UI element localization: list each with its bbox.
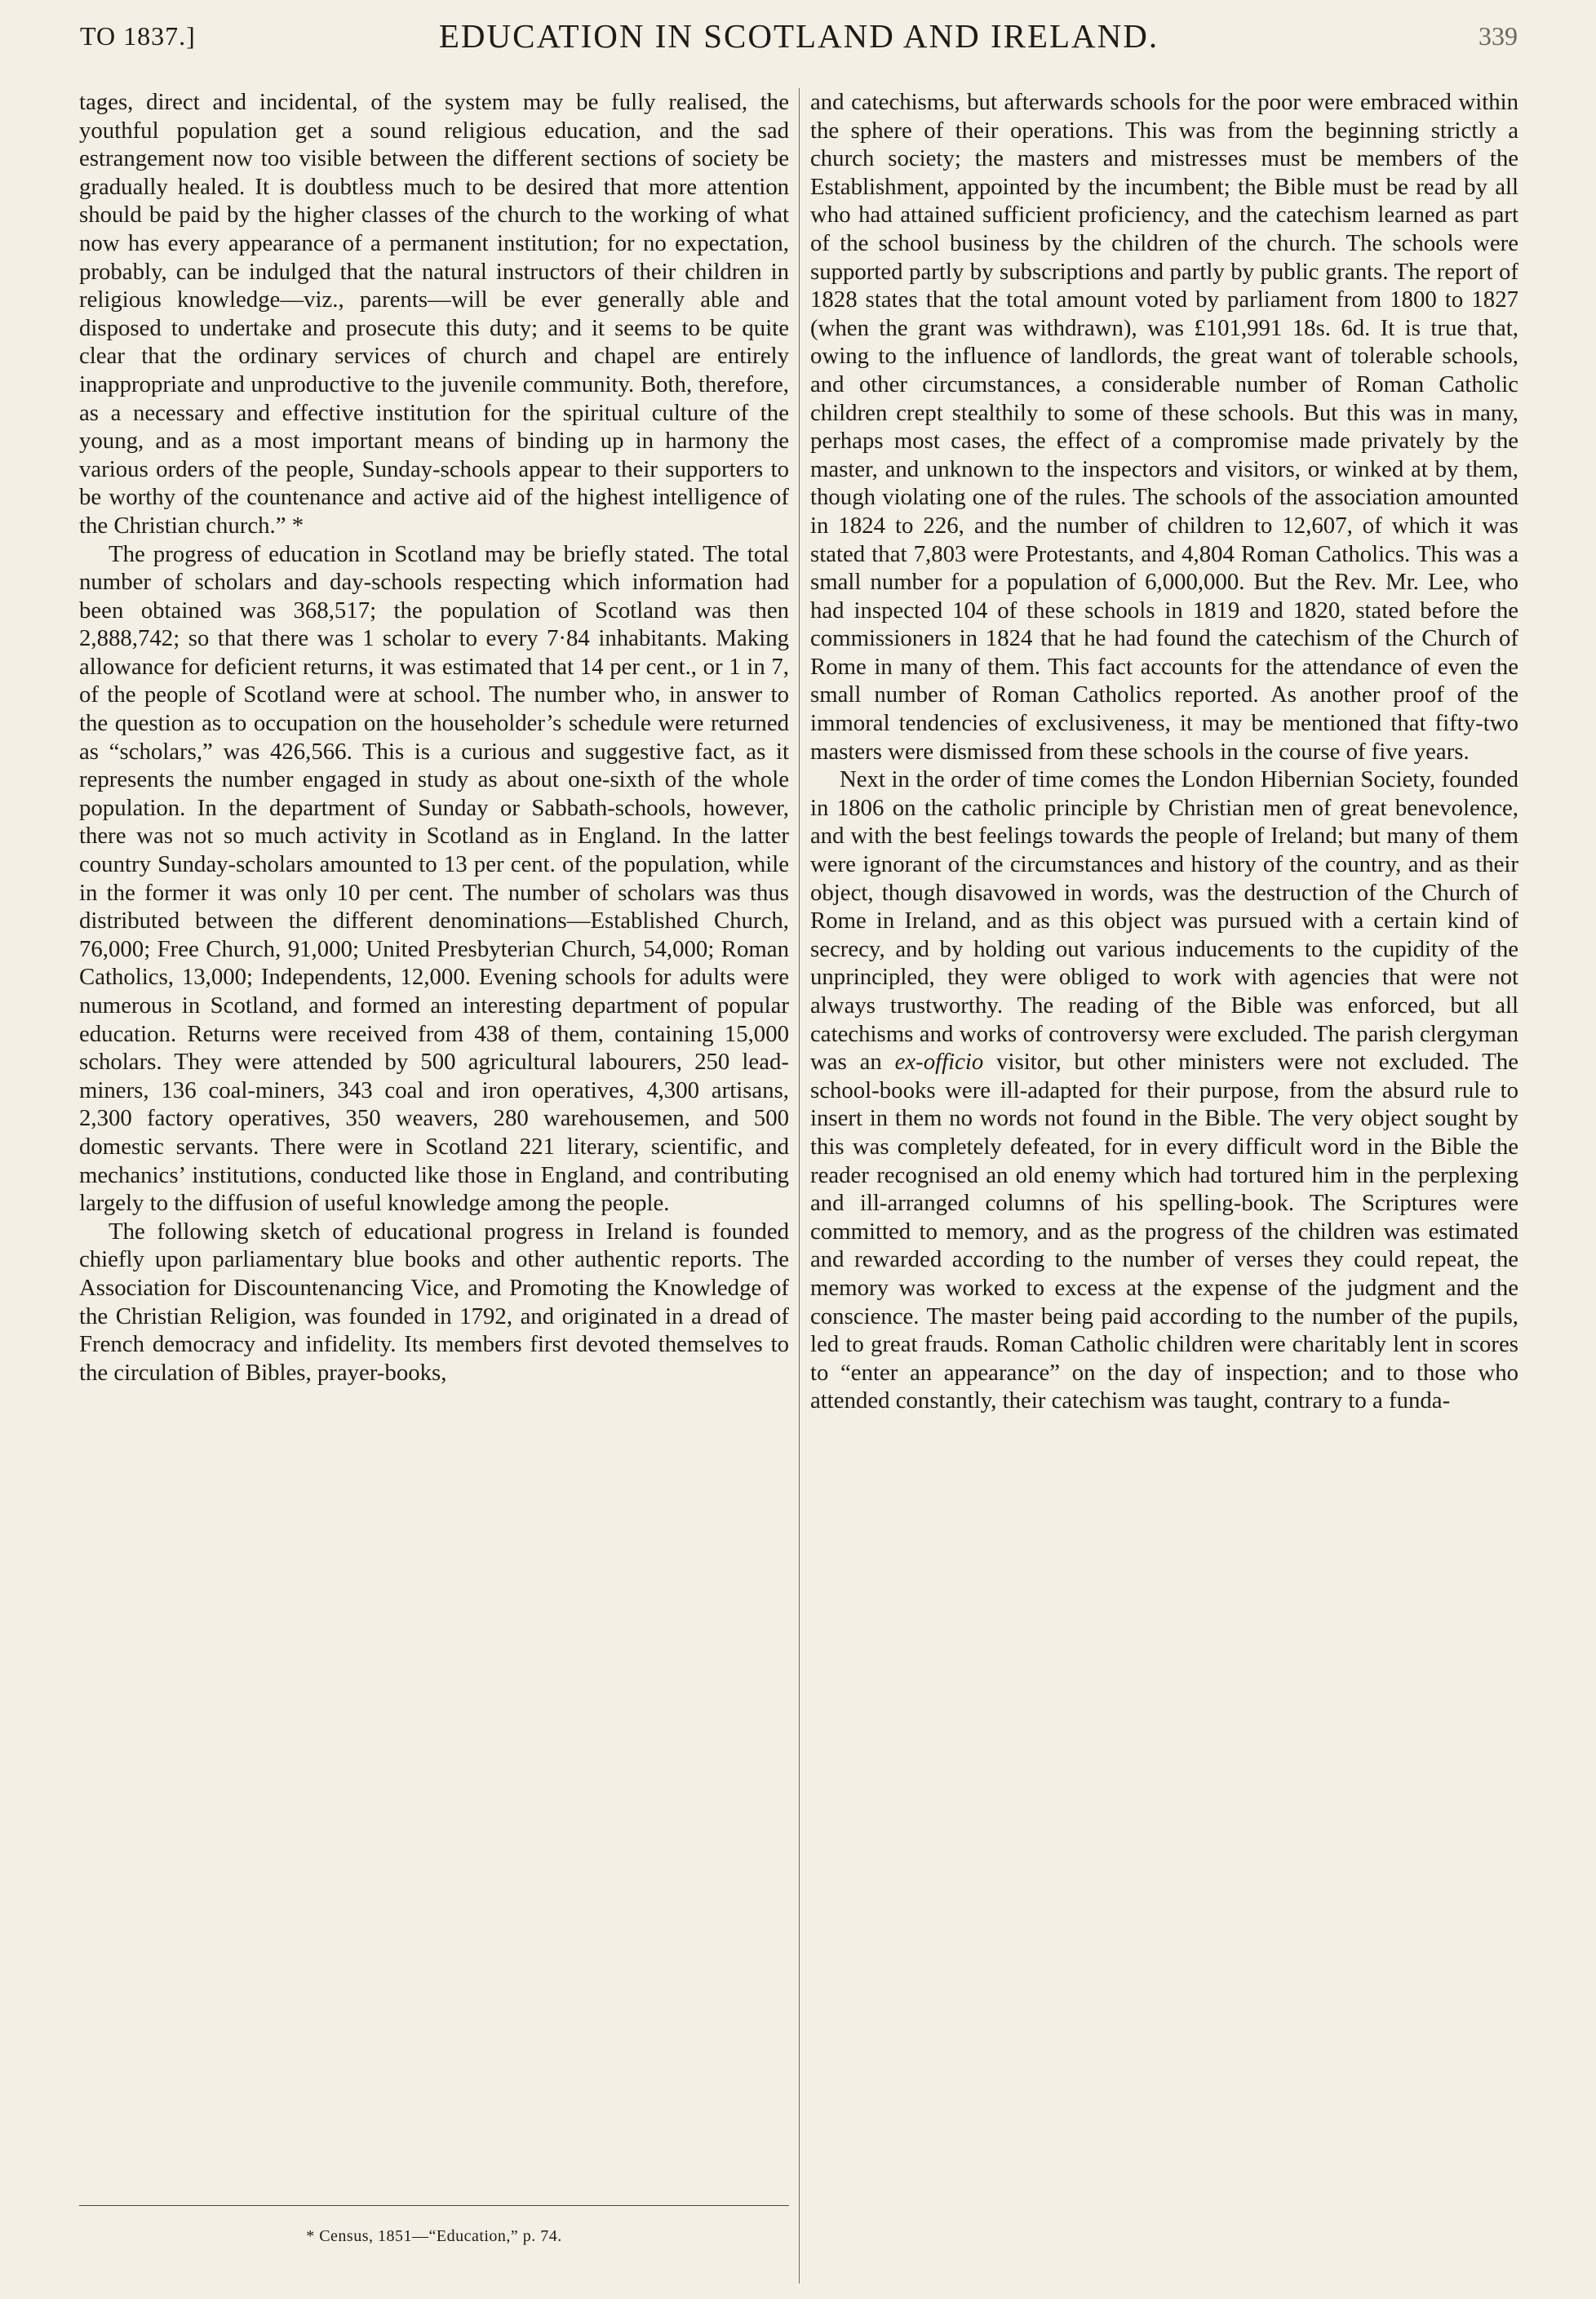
paragraph-association-schools: and catechisms, but afterwards schools for the poor were embraced within the sphere of their operations. This was from the beginning strictly a church society; the masters and mistresses must be members of the Establishment, appointed by the incumbent; the Bible must be read by all who had attained sufficient proficiency, and the catechism learned as part of the school business by the children of the church. The schools were supported partly by subscriptions and partly by public grants. The report of 1828 states that the total amount voted by parliament from 1800 to 1827 (when the grant was withdrawn), was £101,991 18s. 6d. It is true that, owing to the influence of landlords, the great want of tolerable schools, and other circumstances, a considerable number of Roman Catholic children crept stealthily to some of these schools. But this was in many, perhaps most cases, the effect of a compromise made privately by the master, and unknown to the inspectors and visitors, or winked at by them, though violating one of the rules. The schools of the association amounted in 1824 to 226, and the number of children to 12,607, of which it was stated that 7,803 were Protestants, and 4,804 Roman Catholics. This was a small number for a population of 6,000,000. But the Rev. Mr. Lee, who had inspected 104 of these schools in 1819 and 1820, stated before the commissioners in 1824 that he had found the catechism of the Church of Rome in many of them. This fact accounts for the attendance of even the small number of Roman Catholics reported. As another proof of the immoral tendencies of exclusiveness, it may be mentioned that fifty-two masters were dismissed from these schools in the course of five years. bbox=[810, 89, 1518, 765]
ex-officio-italic: ex-officio bbox=[894, 1049, 984, 1076]
page-number: 339 bbox=[1479, 21, 1518, 51]
paragraph-hibernian-society bbox=[810, 766, 1518, 1415]
paragraph-ireland-association: The following sketch of educational progress in Ireland is founded chiefly upon parliamentary blue books and other authentic reports. The Association for Discountenancing Vice, and Promoting the Knowledge of the Christian Religion, was founded in 1792, and originated in a dread of French democracy and infidelity. Its members first devoted themselves to the circulation of Bibles, prayer-books, bbox=[79, 1218, 789, 1386]
header-date-range: TO 1837.] bbox=[80, 21, 196, 51]
right-column bbox=[810, 88, 1518, 1415]
column-divider bbox=[799, 88, 800, 2283]
hibernian-text-part-2: visitor, but other ministers were not excluded. The school-books were ill-adapted for their purpose, from the absurd rule to insert in them no words not found in the Bible. The very object sought by this was completely defeated, for in every difficult word in the Bible the reader recognised an old enemy which had tortured him in the perplexing and ill-arranged columns of his spelling-book. The Scriptures were committed to memory, and as the progress of the children was estimated and rewarded according to the number of verses they could repeat, the memory was worked to excess at the expense of the judgment and the conscience. The master being paid according to the number of the pupils, led to great frauds. Roman Catholic children were charitably lent in scores to “enter an appearance” on the day of inspection; and to those who attended constantly, their catechism was taught, contrary to a funda- bbox=[810, 1049, 1518, 1414]
footnote-rule bbox=[79, 2205, 789, 2206]
paragraph-sunday-schools: tages, direct and incidental, of the system may be fully realised, the youthful population get a sound religious education, and the sad estrangement now too visible between the different sections of society be gradually healed. It is doubtless much to be desired that more attention should be paid by the higher classes of the church to the working of what now has every appearance of a permanent institution; for no expectation, probably, can be indulged that the natural instructors of their children in religious knowledge—viz., parents—will be ever generally able and disposed to undertake and prosecute this duty; and it seems to be quite clear that the ordinary services of church and chapel are entirely inappropriate and unproductive to the juvenile community. Both, therefore, as a necessary and effective institution for the spiritual culture of the young, and as a most important means of binding up in harmony the various orders of the people, Sunday-schools appear to their supporters to be worthy of the countenance and active aid of the highest intelligence of the Christian church.” * bbox=[79, 89, 789, 539]
page-title: EDUCATION IN SCOTLAND AND IRELAND. bbox=[438, 17, 1159, 55]
paragraph-scotland-progress: The progress of education in Scotland may be briefly stated. The total number of scholars and day-schools respecting which information had been obtained was 368,517; the population of Scotland was then 2,888,742; so that there was 1 scholar to every 7·84 inhabitants. Making allowance for deficient returns, it was estimated that 14 per cent., or 1 in 7, of the people of Scotland were at school. The number who, in answer to the question as to occupation on the householder’s schedule were returned as “scholars,” was 426,566. This is a curious and suggestive fact, as it represents the number engaged in study as about one-sixth of the whole population. In the department of Sunday or Sabbath-schools, however, there was not so much activity in Scotland as in England. In the latter country Sunday-scholars amounted to 13 per cent. of the population, while in the former it was only 10 per cent. The number of scholars was thus distributed between the different denominations—Established Church, 76,000; Free Church, 91,000; United Presbyterian Church, 54,000; Roman Catholics, 13,000; Independents, 12,000. Evening schools for adults were numerous in Scotland, and formed an interesting department of popular education. Returns were received from 438 of them, containing 15,000 scholars. They were attended by 500 agricultural labourers, 250 lead-miners, 136 coal-miners, 343 coal and iron operatives, 4,300 artisans, 2,300 factory operatives, 350 weavers, 280 warehousemen, and 500 domestic servants. There were in Scotland 221 literary, scientific, and mechanics’ institutions, conducted like those in England, and contributing largely to the diffusion of useful knowledge among the people. bbox=[79, 540, 789, 1217]
footnote: * Census, 1851—“Education,” p. 74. bbox=[306, 2227, 562, 2245]
running-header bbox=[80, 16, 1518, 62]
left-column bbox=[79, 88, 789, 1387]
hibernian-text-part-1: Next in the order of time comes the London Hibernian Society, founded in 1806 on the catholic principle by Christian men of great benevolence, and with the best feelings towards the people of Ireland; but many of them were ignorant of the circumstances and history of the country, and as their object, though disavowed in words, was the destruction of the Church of Rome in Ireland, and as this object was pursued with a certain kind of secrecy, and by holding out various inducements to the cupidity of the unprincipled, they were obliged to work with agencies that were not always trustworthy. The reading of the Bible was enforced, but all catechisms and works of controversy were excluded. The parish clergyman was an bbox=[810, 766, 1518, 1076]
